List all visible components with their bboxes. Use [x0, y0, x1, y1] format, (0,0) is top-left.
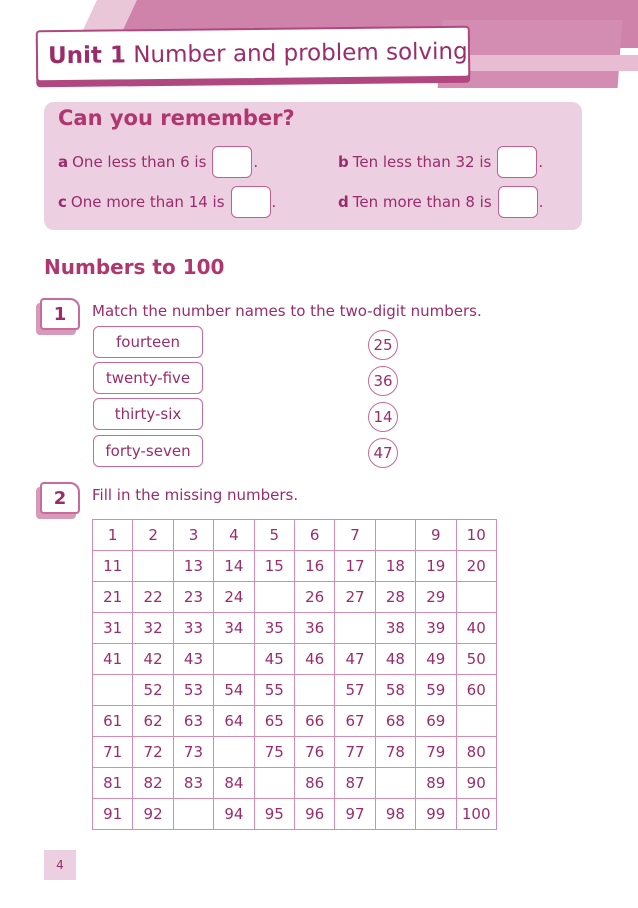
grid-cell: 67: [335, 706, 375, 737]
grid-cell-blank[interactable]: [375, 520, 415, 551]
grid-row: [93, 644, 497, 675]
grid-cell-blank[interactable]: [375, 768, 415, 799]
grid-cell: 19: [416, 551, 456, 582]
grid-cell: 63: [173, 706, 213, 737]
grid-cell: 78: [375, 737, 415, 768]
grid-cell-blank[interactable]: [214, 737, 254, 768]
grid-cell: 95: [254, 799, 294, 830]
grid-cell: 55: [254, 675, 294, 706]
grid-cell-blank[interactable]: [335, 613, 375, 644]
grid-cell: 89: [416, 768, 456, 799]
word-card-forty-seven[interactable]: forty-seven: [93, 435, 203, 467]
grid-cell: 48: [375, 644, 415, 675]
grid-cell-blank[interactable]: [133, 551, 173, 582]
grid-cell: 5: [254, 520, 294, 551]
grid-cell: 57: [335, 675, 375, 706]
grid-cell: 26: [294, 582, 334, 613]
grid-cell: 65: [254, 706, 294, 737]
grid-cell: 18: [375, 551, 415, 582]
grid-cell: 77: [335, 737, 375, 768]
grid-cell: 61: [93, 706, 133, 737]
grid-cell: 4: [214, 520, 254, 551]
grid-cell: 10: [456, 520, 496, 551]
question-text: One less than 6 is: [72, 153, 207, 171]
grid-row: [93, 675, 497, 706]
grid-cell: 96: [294, 799, 334, 830]
grid-cell-blank[interactable]: [294, 675, 334, 706]
question-2-prompt: Fill in the missing numbers.: [92, 486, 299, 504]
grid-cell: 27: [335, 582, 375, 613]
unit-label: Unit 1: [47, 42, 127, 70]
grid-cell: 34: [214, 613, 254, 644]
unit-title-box: [36, 26, 471, 83]
grid-row: [93, 799, 497, 830]
period: .: [271, 193, 277, 211]
period: .: [538, 193, 544, 211]
grid-cell: 33: [173, 613, 213, 644]
grid-cell: 91: [93, 799, 133, 830]
question-text: Ten more than 8 is: [352, 193, 492, 211]
grid-cell: 52: [133, 675, 173, 706]
question-number-2: 2: [40, 482, 80, 514]
grid-cell: 32: [133, 613, 173, 644]
question-label: a: [58, 153, 69, 171]
grid-cell: 82: [133, 768, 173, 799]
grid-cell: 2: [133, 520, 173, 551]
grid-cell: 40: [456, 613, 496, 644]
remember-question-a: [58, 146, 258, 178]
remember-box: [44, 102, 582, 230]
grid-cell: 76: [294, 737, 334, 768]
grid-cell: 71: [93, 737, 133, 768]
answer-box[interactable]: [498, 186, 538, 218]
answer-box[interactable]: [231, 186, 271, 218]
word-card-fourteen[interactable]: fourteen: [93, 326, 203, 358]
grid-cell: 73: [173, 737, 213, 768]
answer-box[interactable]: [212, 146, 252, 178]
grid-cell: 47: [335, 644, 375, 675]
period: .: [538, 153, 544, 171]
grid-cell: 3: [173, 520, 213, 551]
grid-cell: 54: [214, 675, 254, 706]
remember-question-b: [338, 146, 543, 178]
answer-box[interactable]: [497, 146, 537, 178]
grid-cell: 75: [254, 737, 294, 768]
section-title: Numbers to 100: [44, 255, 225, 279]
grid-cell: 6: [294, 520, 334, 551]
grid-cell: 45: [254, 644, 294, 675]
question-number-1: 1: [40, 298, 80, 330]
grid-cell-blank[interactable]: [254, 582, 294, 613]
grid-cell: 15: [254, 551, 294, 582]
grid-cell: 68: [375, 706, 415, 737]
grid-cell: 16: [294, 551, 334, 582]
hundred-square: [92, 519, 497, 830]
grid-cell: 50: [456, 644, 496, 675]
grid-cell: 84: [214, 768, 254, 799]
period: .: [253, 153, 259, 171]
grid-cell: 72: [133, 737, 173, 768]
grid-cell: 59: [416, 675, 456, 706]
grid-cell: 60: [456, 675, 496, 706]
grid-cell: 94: [214, 799, 254, 830]
question-text: One more than 14 is: [70, 193, 225, 211]
number-circle-14[interactable]: 14: [368, 402, 398, 432]
grid-cell-blank[interactable]: [173, 799, 213, 830]
grid-cell: 39: [416, 613, 456, 644]
grid-row: [93, 768, 497, 799]
remember-title: Can you remember?: [58, 106, 295, 130]
grid-cell: 53: [173, 675, 213, 706]
question-label: c: [58, 193, 67, 211]
question-label: d: [338, 193, 349, 211]
grid-cell: 28: [375, 582, 415, 613]
grid-cell: 36: [294, 613, 334, 644]
grid-cell: 13: [173, 551, 213, 582]
grid-row: [93, 613, 497, 644]
grid-cell: 100: [456, 799, 496, 830]
grid-row: [93, 520, 497, 551]
grid-cell: 21: [93, 582, 133, 613]
grid-cell: 99: [416, 799, 456, 830]
grid-cell: 23: [173, 582, 213, 613]
grid-cell: 69: [416, 706, 456, 737]
grid-row: [93, 737, 497, 768]
grid-cell: 22: [133, 582, 173, 613]
grid-row: [93, 706, 497, 737]
word-card-twenty-five[interactable]: twenty-five: [93, 362, 203, 394]
grid-cell: 87: [335, 768, 375, 799]
grid-cell-blank[interactable]: [214, 644, 254, 675]
grid-cell: 11: [93, 551, 133, 582]
grid-cell: 9: [416, 520, 456, 551]
question-label: b: [338, 153, 349, 171]
grid-cell: 81: [93, 768, 133, 799]
grid-cell: 86: [294, 768, 334, 799]
grid-cell: 24: [214, 582, 254, 613]
grid-cell: 80: [456, 737, 496, 768]
number-circle-36[interactable]: 36: [368, 366, 398, 396]
grid-cell: 38: [375, 613, 415, 644]
grid-cell: 20: [456, 551, 496, 582]
page-title: [48, 39, 468, 69]
grid-cell: 17: [335, 551, 375, 582]
grid-cell: 62: [133, 706, 173, 737]
question-1-prompt: Match the number names to the two-digit numbers.: [92, 302, 482, 320]
grid-cell: 42: [133, 644, 173, 675]
grid-cell: 31: [93, 613, 133, 644]
grid-cell-blank[interactable]: [254, 768, 294, 799]
grid-cell: 29: [416, 582, 456, 613]
remember-question-c: [58, 186, 276, 218]
grid-cell: 92: [133, 799, 173, 830]
grid-cell: 1: [93, 520, 133, 551]
grid-row: [93, 582, 497, 613]
header-band-shadow: [470, 55, 638, 71]
unit-title: Number and problem solving: [133, 38, 468, 69]
number-circle-25[interactable]: 25: [368, 330, 398, 360]
grid-cell: 98: [375, 799, 415, 830]
grid-cell: 83: [173, 768, 213, 799]
question-text: Ten less than 32 is: [352, 153, 492, 171]
grid-cell-blank[interactable]: [456, 582, 496, 613]
grid-cell: 79: [416, 737, 456, 768]
grid-cell: 46: [294, 644, 334, 675]
page-number: 4: [44, 850, 76, 880]
remember-question-d: [338, 186, 543, 218]
grid-cell-blank[interactable]: [456, 706, 496, 737]
grid-cell: 64: [214, 706, 254, 737]
grid-cell: 90: [456, 768, 496, 799]
grid-cell: 66: [294, 706, 334, 737]
grid-row: [93, 551, 497, 582]
grid-cell: 35: [254, 613, 294, 644]
grid-cell: 49: [416, 644, 456, 675]
grid-cell: 7: [335, 520, 375, 551]
grid-cell: 14: [214, 551, 254, 582]
word-card-thirty-six[interactable]: thirty-six: [93, 398, 203, 430]
grid-cell: 43: [173, 644, 213, 675]
grid-cell: 97: [335, 799, 375, 830]
grid-cell-blank[interactable]: [93, 675, 133, 706]
grid-cell: 41: [93, 644, 133, 675]
grid-cell: 58: [375, 675, 415, 706]
number-circle-47[interactable]: 47: [368, 438, 398, 468]
